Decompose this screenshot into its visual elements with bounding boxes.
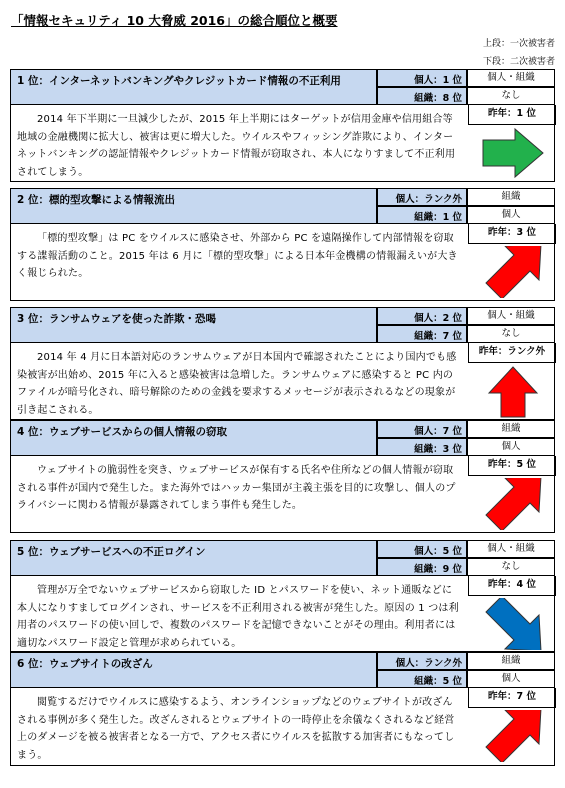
- individual-rank-cell: 個人：7 位: [377, 420, 467, 438]
- individual-victim-cell: 個人・組織: [467, 69, 555, 87]
- individual-victim-cell: 組織: [467, 188, 555, 206]
- organization-victim-cell: なし: [467, 87, 555, 105]
- up-right-arrow-icon: [481, 710, 545, 762]
- threat-section-1: [10, 69, 555, 182]
- previous-rank-cell: 昨年：3 位: [468, 224, 556, 244]
- down-right-arrow-icon: [481, 598, 545, 650]
- individual-victim-cell: 組織: [467, 652, 555, 670]
- threat-section-4: [10, 420, 555, 533]
- individual-rank-cell: 個人：2 位: [377, 307, 467, 325]
- threat-description: 2014 年下半期に一旦減少したが、2015 年上半期にはターゲットが信用金庫や信用組合等地域の金融機関に拡大し、被害は更に増大した。ウイルスやフィッシング詐欺により、インターネットバンキングの認証情報やクレジットカード情報が窃取され、本人になりすまして不正利用されてしまう。: [17, 114, 456, 178]
- threat-title: 3 位：ランサムウェアを使った詐欺・恐喝: [10, 307, 377, 343]
- threat-title: 5 位：ウェブサービスへの不正ログイン: [10, 540, 377, 576]
- organization-victim-cell: なし: [467, 325, 555, 343]
- organization-rank-cell: 組織：7 位: [377, 325, 467, 343]
- individual-victim-cell: 個人・組織: [467, 540, 555, 558]
- organization-rank-cell: 組織：3 位: [377, 438, 467, 456]
- threat-description: 閲覧するだけでウイルスに感染するよう、オンラインショップなどのウェブサイトが改ざんされる事例が多く発生した。改ざんされるとウェブサイトの一時停止を余儀なくされるなど経営上のダメージを被る被害者となる一方で、アクセス者にウイルスを拡散する加害者にもなってしまう。: [17, 697, 455, 761]
- organization-rank-cell: 組織：8 位: [377, 87, 467, 105]
- right-arrow-icon: [481, 127, 545, 179]
- organization-rank-cell: 組織：1 位: [377, 206, 467, 224]
- organization-victim-cell: 個人: [467, 670, 555, 688]
- threat-title: 2 位：標的型攻撃による情報流出: [10, 188, 377, 224]
- threat-section-3: [10, 307, 555, 420]
- individual-victim-cell: 個人・組織: [467, 307, 555, 325]
- organization-victim-cell: 個人: [467, 438, 555, 456]
- organization-victim-cell: 個人: [467, 206, 555, 224]
- threat-section-2: [10, 188, 555, 301]
- up-right-arrow-icon: [481, 246, 545, 298]
- up-arrow-icon: [487, 365, 551, 417]
- threat-title: 4 位：ウェブサービスからの個人情報の窃取: [10, 420, 377, 456]
- up-right-arrow-icon: [481, 478, 545, 530]
- previous-rank-cell: 昨年：7 位: [468, 688, 556, 708]
- previous-rank-cell: 昨年：5 位: [468, 456, 556, 476]
- individual-rank-cell: 個人：5 位: [377, 540, 467, 558]
- threat-description: 管理が万全でないウェブサービスから窃取した ID とパスワードを使い、ネット通販などに本人になりすましてログインされ、サービスを不正利用される被害が発生した。原因の 1 つは利用者のパスワードの使い回しで、複数のパスワードを記憶できないことがその理由。利用者には適切なパスワード設定と管理が求められている。: [17, 585, 459, 649]
- legend-lower: 下段：二次被害者: [482, 57, 555, 67]
- legend-upper: 上段：一次被害者: [482, 39, 555, 49]
- organization-rank-cell: 組織：9 位: [377, 558, 467, 576]
- threat-description: ウェブサイトの脆弱性を突き、ウェブサービスが保有する氏名や住所などの個人情報が窃取される事件が国内で発生した。また海外ではハッカー集団が主義主張を目的に攻撃し、個人のプライバシーに関わる情報が暴露されてしまう事件も発生した。: [17, 465, 456, 511]
- threat-section-6: [10, 652, 555, 766]
- threat-section-5: [10, 540, 555, 652]
- threat-description: 「標的型攻撃」は PC をウイルスに感染させ、外部から PC を遠隔操作して内部情報を窃取する諜報活動のこと。2015 年は 6 月に「標的型攻撃」による日本年金機構の情報漏えいが大きく報じられた。: [17, 233, 458, 279]
- individual-rank-cell: 個人：ランク外: [377, 188, 467, 206]
- previous-rank-cell: 昨年：ランク外: [468, 343, 556, 363]
- individual-rank-cell: 個人：1 位: [377, 69, 467, 87]
- document-title: 「情報セキュリティ 10 大脅威 2016」の総合順位と概要: [11, 13, 338, 28]
- organization-victim-cell: なし: [467, 558, 555, 576]
- previous-rank-cell: 昨年：4 位: [468, 576, 556, 596]
- threat-title: 1 位：インターネットバンキングやクレジットカード情報の不正利用: [10, 69, 377, 105]
- individual-victim-cell: 組織: [467, 420, 555, 438]
- threat-description: 2014 年 4 月に日本語対応のランサムウェアが日本国内で確認されたことにより国内でも感染被害が出始め、2015 年に入ると感染被害は急増した。ランサムウェアに感染すると PC 内のファイルが暗号化され、暗号解除のための金銭を要求するメッセージが表示されるなどの現象が引き起こされる。: [17, 352, 457, 416]
- organization-rank-cell: 組織：5 位: [377, 670, 467, 688]
- individual-rank-cell: 個人：ランク外: [377, 652, 467, 670]
- previous-rank-cell: 昨年：1 位: [468, 105, 556, 125]
- threat-title: 6 位：ウェブサイトの改ざん: [10, 652, 377, 688]
